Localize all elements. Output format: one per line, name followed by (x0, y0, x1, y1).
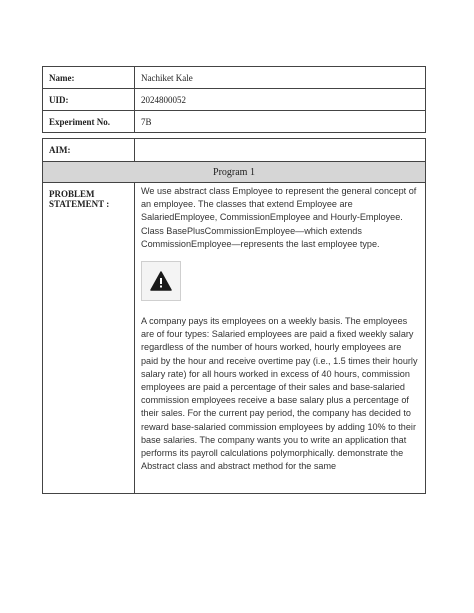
uid-row (43, 89, 426, 111)
warning-triangle-icon (150, 271, 172, 291)
program-heading-row (43, 162, 426, 183)
uid-value: 2024800052 (135, 89, 426, 111)
problem-paragraph-2: A company pays its employees on a weekly basis. The employees are of four types: Salaried employees are paid a fixed weekly salary regardless of the number of hours worked, hourly employees are paid by the hour and receive overtime pay (i.e., 1.5 times their hourly salary rate) for all hours worked in excess of 40 hours, commission employees are paid a percentage of their sales and base-salaried commission employees receive a base salary plus a percentage of their sales. For the current pay period, the company has decided to reward base-salaried commission employees by adding 10% to their base salaries. The company wants you to write an application that performs its payroll calculations polymorphically. demonstrate the Abstract class and abstract method for the same (141, 316, 418, 472)
experiment-row (43, 111, 426, 133)
experiment-content-table (42, 138, 426, 494)
aim-value (135, 139, 426, 162)
image-placeholder (141, 261, 181, 301)
name-label: Name: (43, 67, 135, 89)
aim-label: AIM: (43, 139, 135, 162)
problem-statement-content (135, 183, 426, 494)
problem-statement-label: PROBLEM STATEMENT : (43, 183, 135, 494)
name-row (43, 67, 426, 89)
problem-paragraph-1: We use abstract class Employee to represent the general concept of an employee. The classes that extend Employee are SalariedEmployee, CommissionEmployee and Hourly-Employee. Class BasePlusCommissionEmployee—which extends CommissionEmployee—represents the last employee type. (141, 186, 417, 249)
experiment-value: 7B (135, 111, 426, 133)
uid-label: UID: (43, 89, 135, 111)
problem-statement-row (43, 183, 426, 494)
experiment-label: Experiment No. (43, 111, 135, 133)
program-heading: Program 1 (43, 162, 426, 183)
aim-row (43, 139, 426, 162)
student-info-table (42, 66, 426, 133)
name-value: Nachiket Kale (135, 67, 426, 89)
